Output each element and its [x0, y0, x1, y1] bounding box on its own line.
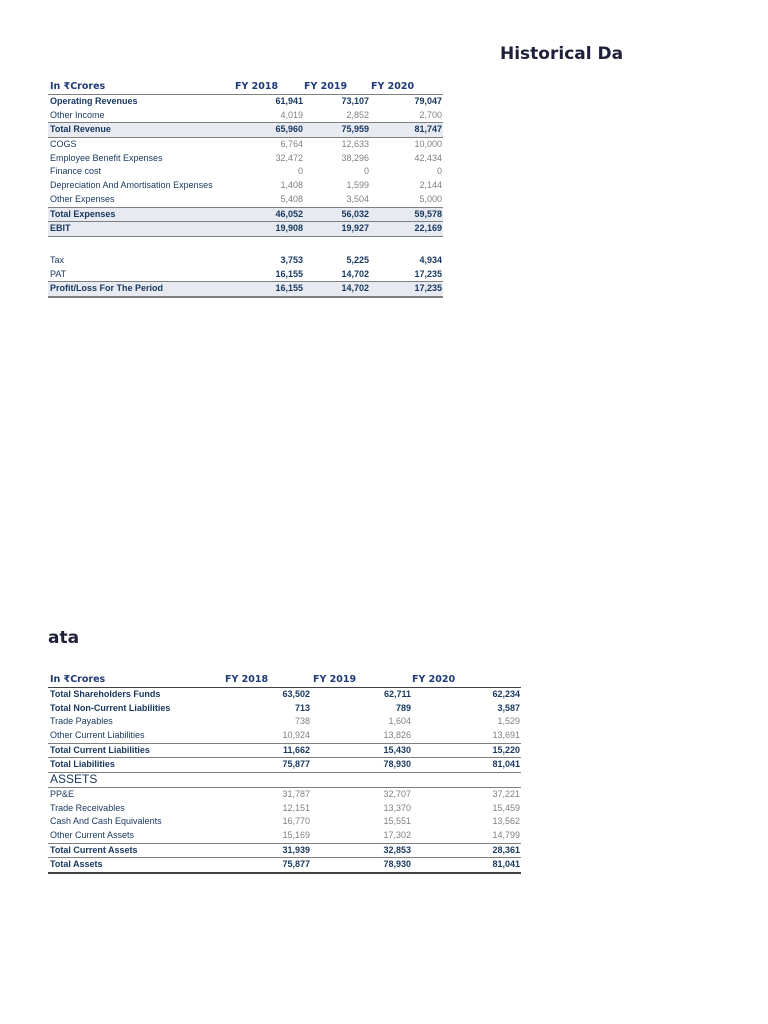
cell-fy2020: 14,799	[492, 829, 520, 840]
table-row	[48, 829, 521, 844]
cell-fy2020: 22,169	[414, 223, 442, 234]
cell-fy2019: 789	[395, 702, 411, 713]
cell-fy2019: 12,633	[341, 139, 369, 150]
cell-fy2019: 13,370	[383, 802, 411, 813]
unit-label: In ₹Crores	[50, 81, 106, 92]
page-heading-bottom	[48, 628, 108, 657]
cell-fy2019: 1,599	[346, 180, 369, 191]
cell-fy2020: 3,587	[497, 702, 520, 713]
cell-fy2020: 13,562	[492, 816, 520, 827]
cell-fy2018: 46,052	[275, 208, 303, 219]
cell-fy2020: 0	[436, 166, 442, 177]
cell-fy2018: 19,908	[275, 223, 303, 234]
cell-fy2019: 62,711	[383, 689, 411, 699]
row-label: Tax	[50, 254, 65, 265]
row-label: EBIT	[50, 223, 71, 234]
table-row	[48, 744, 521, 759]
row-label: Total Expenses	[50, 208, 116, 219]
cell-fy2019: 56,032	[341, 208, 369, 219]
cell-fy2019: 1,604	[388, 716, 411, 727]
cell-fy2019: 0	[363, 166, 369, 177]
cell-fy2019: 17,302	[383, 829, 411, 840]
cell-fy2020: 10,000	[414, 139, 442, 150]
row-label: Other Current Assets	[50, 829, 135, 840]
table-row	[48, 165, 443, 179]
cell-fy2019: 19,927	[341, 223, 369, 234]
income-statement-table	[48, 80, 443, 298]
cell-fy2019: 3,504	[346, 193, 369, 204]
row-label: Total Current Assets	[50, 844, 138, 855]
cell-fy2018: 713	[294, 702, 310, 713]
table-row	[48, 254, 443, 268]
table-row	[48, 758, 521, 773]
table-row	[48, 282, 443, 298]
table-row	[48, 95, 443, 109]
cell-fy2018: 11,662	[282, 744, 310, 755]
table-row	[48, 788, 521, 802]
cell-fy2018: 63,502	[282, 689, 310, 699]
cell-fy2018: 31,787	[282, 788, 310, 799]
cell-fy2018: 65,960	[275, 124, 303, 135]
page-heading-top: Historical Da	[500, 44, 624, 64]
cell-fy2020: 15,220	[492, 744, 520, 755]
cell-fy2020: 81,041	[492, 859, 520, 870]
cell-fy2020: 13,691	[492, 730, 520, 741]
row-label: Other Income	[50, 109, 105, 120]
cell-fy2020: 79,047	[414, 96, 442, 106]
cell-fy2018: 75,877	[282, 759, 310, 770]
column-header-fy2018: FY 2018	[235, 81, 279, 92]
row-label: Total Shareholders Funds	[50, 689, 161, 699]
cell-fy2019: 78,930	[383, 859, 411, 870]
cell-fy2020: 17,235	[414, 268, 442, 279]
cell-fy2020: 28,361	[492, 844, 520, 855]
cell-fy2019: 14,702	[341, 283, 369, 294]
cell-fy2019: 32,707	[383, 788, 411, 799]
table-row	[48, 193, 443, 208]
cell-fy2018: 0	[297, 166, 303, 177]
column-header-fy2018: FY 2018	[225, 674, 269, 685]
table-row	[48, 138, 443, 152]
cell-fy2020: 42,434	[414, 152, 442, 163]
row-label: Finance cost	[50, 166, 102, 177]
cell-fy2020: 2,144	[419, 180, 442, 191]
table-row	[48, 844, 521, 859]
table-row	[48, 858, 521, 874]
unit-label: In ₹Crores	[50, 674, 106, 685]
cell-fy2018: 738	[294, 716, 310, 727]
cell-fy2018: 3,753	[280, 254, 303, 265]
cell-fy2018: 16,770	[282, 816, 310, 827]
cell-fy2018: 75,877	[282, 859, 310, 870]
cell-fy2020: 4,934	[419, 254, 442, 265]
cell-fy2020: 62,234	[492, 689, 520, 699]
table-header	[48, 673, 521, 688]
cell-fy2019: 5,225	[346, 254, 369, 265]
row-label: COGS	[50, 139, 77, 150]
cell-fy2018: 32,472	[275, 152, 303, 163]
cell-fy2019: 13,826	[383, 730, 411, 741]
table-row	[48, 702, 521, 716]
row-label: Operating Revenues	[50, 96, 138, 106]
row-label: Total Liabilities	[50, 759, 115, 770]
table-row	[48, 222, 443, 237]
cell-fy2018: 12,151	[282, 802, 310, 813]
table-row	[48, 688, 521, 702]
table-row	[48, 123, 443, 138]
cell-fy2020: 2,700	[419, 109, 442, 120]
row-label: Cash And Cash Equivalents	[50, 816, 162, 827]
row-label: Total Revenue	[50, 124, 111, 135]
cell-fy2020: 81,041	[492, 759, 520, 770]
column-header-fy2020: FY 2020	[412, 674, 456, 685]
cell-fy2018: 15,169	[282, 829, 310, 840]
cell-fy2019: 78,930	[383, 759, 411, 770]
row-label: Total Assets	[50, 859, 103, 870]
cell-fy2020: 37,221	[492, 788, 520, 799]
table-row	[48, 152, 443, 166]
cell-fy2019: 2,852	[346, 109, 369, 120]
cell-fy2019: 32,853	[383, 844, 411, 855]
row-label: Employee Benefit Expenses	[50, 152, 163, 163]
cell-fy2019: 73,107	[341, 96, 369, 106]
cell-fy2018: 16,155	[275, 268, 303, 279]
row-label: Trade Payables	[50, 716, 113, 727]
section-header-assets	[48, 773, 521, 788]
table-row	[48, 268, 443, 283]
table-row	[48, 715, 521, 729]
row-label: Trade Receivables	[50, 802, 125, 813]
cell-fy2018: 16,155	[275, 283, 303, 294]
cell-fy2019: 38,296	[341, 152, 369, 163]
table-row	[48, 815, 521, 829]
cell-fy2018: 4,019	[280, 109, 303, 120]
table-row	[48, 208, 443, 223]
cell-fy2018: 31,939	[282, 844, 310, 855]
cell-fy2020: 59,578	[414, 208, 442, 219]
cell-fy2018: 1,408	[280, 180, 303, 191]
row-label: Other Current Liabilities	[50, 730, 145, 741]
cell-fy2018: 10,924	[282, 730, 310, 741]
row-label: Other Expenses	[50, 193, 115, 204]
cell-fy2020: 5,000	[419, 193, 442, 204]
table-row	[48, 179, 443, 193]
cell-fy2018: 6,764	[280, 139, 303, 150]
row-label: PAT	[50, 268, 67, 279]
row-label: Profit/Loss For The Period	[50, 283, 164, 294]
page-heading-bottom-text: ata	[48, 628, 80, 648]
row-label: Depreciation And Amortisation Expenses	[50, 180, 213, 191]
cell-fy2020: 17,235	[414, 283, 442, 294]
table-row	[48, 729, 521, 744]
table-row	[48, 109, 443, 124]
row-label: Total Non-Current Liabilities	[50, 702, 171, 713]
cell-fy2020: 81,747	[414, 124, 442, 135]
cell-fy2020: 15,459	[492, 802, 520, 813]
cell-fy2019: 15,430	[383, 744, 411, 755]
cell-fy2018: 61,941	[275, 96, 303, 106]
balance-sheet-table	[48, 673, 521, 874]
row-label: ASSETS	[50, 772, 98, 787]
table-header	[48, 80, 443, 95]
cell-fy2019: 15,551	[383, 816, 411, 827]
cell-fy2020: 1,529	[497, 716, 520, 727]
row-label: Total Current Liabilities	[50, 744, 150, 755]
cell-fy2019: 14,702	[341, 268, 369, 279]
column-header-fy2020: FY 2020	[371, 81, 415, 92]
row-label: PP&E	[50, 788, 75, 799]
column-header-fy2019: FY 2019	[304, 81, 348, 92]
cell-fy2019: 75,959	[341, 124, 369, 135]
table-row	[48, 802, 521, 816]
column-header-fy2019: FY 2019	[313, 674, 357, 685]
cell-fy2018: 5,408	[280, 193, 303, 204]
spacer-row	[48, 237, 443, 254]
